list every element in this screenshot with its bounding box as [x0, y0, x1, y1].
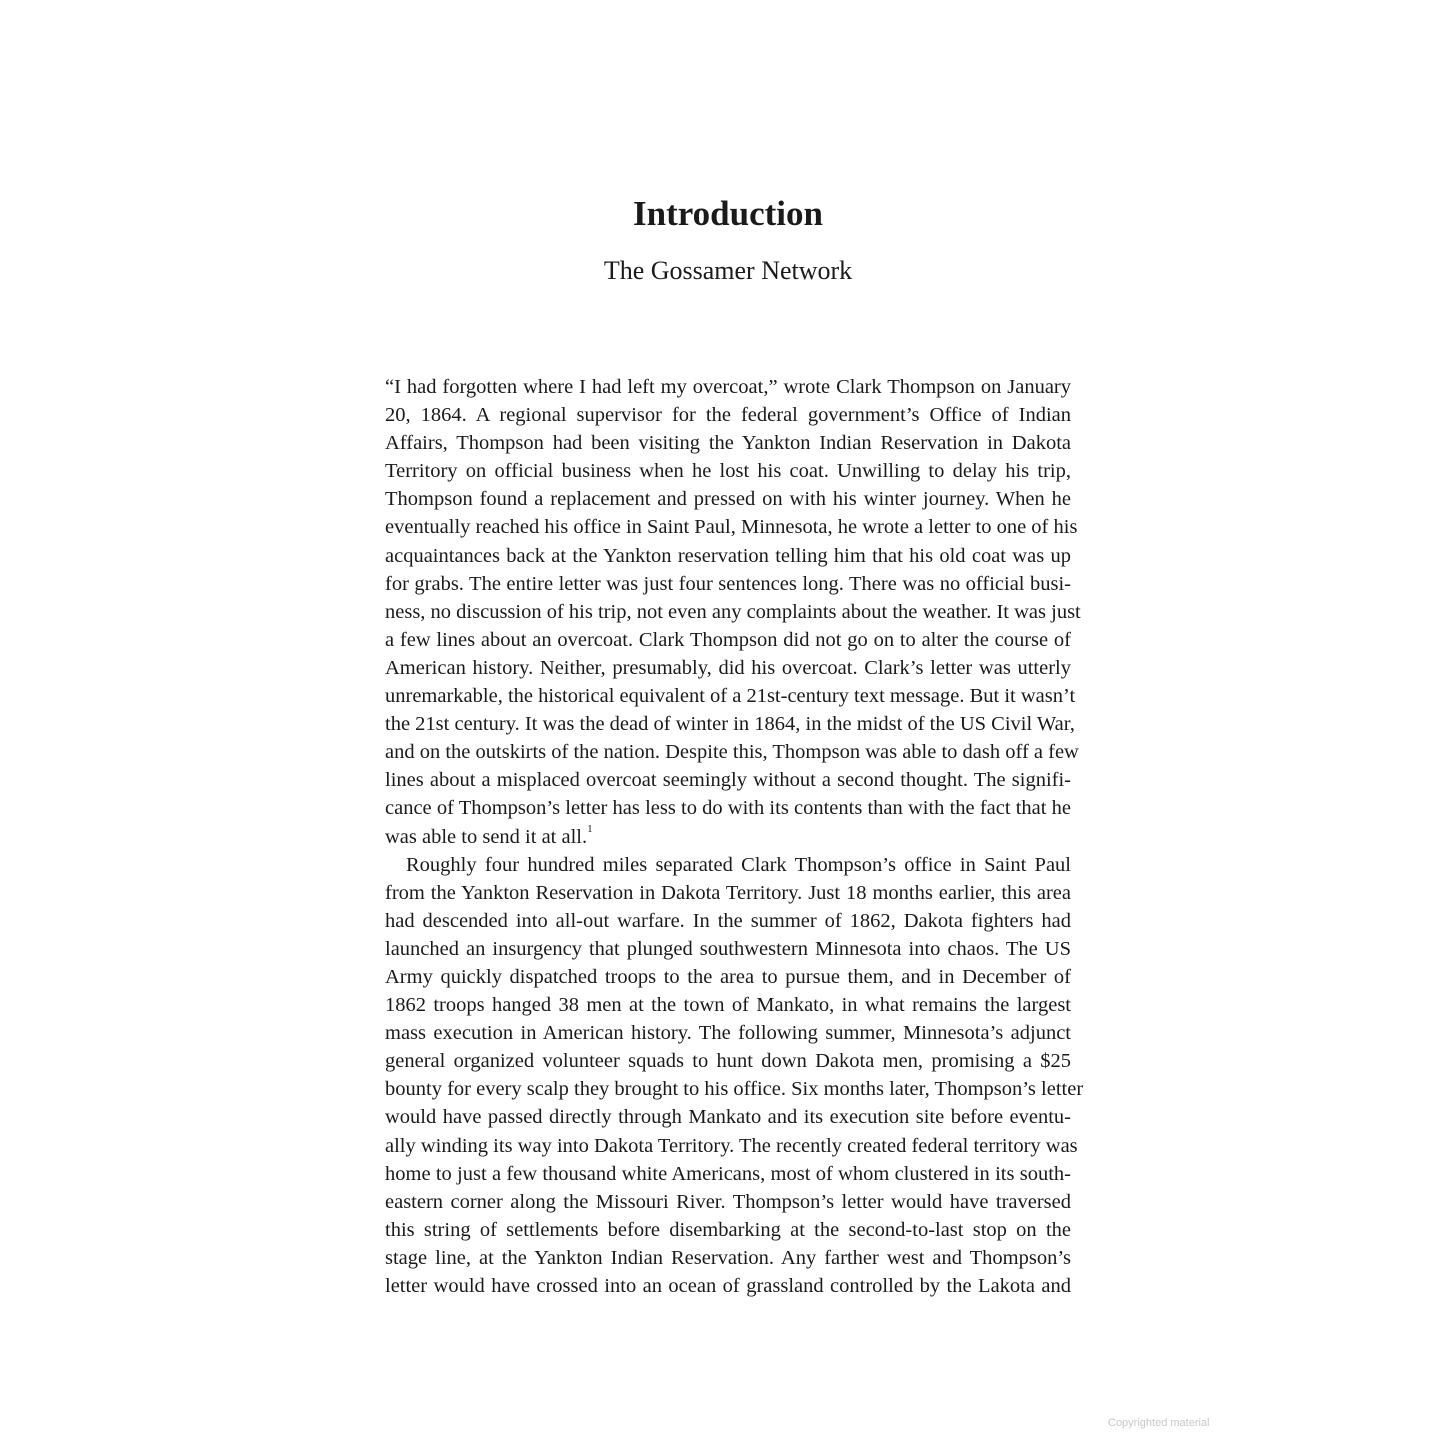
- text-line: Territory on official business when he lost his coat. Unwilling to delay his trip,: [385, 460, 1071, 483]
- text-line: mass execution in American history. The following summer, Minnesota’s adjunct: [385, 1022, 1071, 1045]
- text-line: Thompson found a replacement and pressed on with his winter journey. When he: [385, 488, 1071, 511]
- text-line: the 21st century. It was the dead of winter in 1864, in the midst of the US Civil War,: [385, 713, 1075, 736]
- text-line: ally winding its way into Dakota Territory. The recently created federal territory was: [385, 1134, 1078, 1157]
- text-line-content: was able to send it at all.: [385, 825, 588, 848]
- text-line: stage line, at the Yankton Indian Reservation. Any farther west and Thompson’s: [385, 1246, 1071, 1269]
- text-line: this string of settlements before disembarking at the second-to-last stop on the: [385, 1218, 1071, 1241]
- text-line: cance of Thompson’s letter has less to do with its contents than with the fact that he: [385, 797, 1071, 820]
- text-line: acquaintances back at the Yankton reservation telling him that his old coat was up: [385, 544, 1071, 567]
- text-line: had descended into all-out warfare. In the summer of 1862, Dakota fighters had: [385, 909, 1071, 932]
- text-line: from the Yankton Reservation in Dakota Territory. Just 18 months earlier, this area: [385, 881, 1071, 904]
- chapter-title: Introduction: [633, 194, 823, 233]
- text-line: lines about a misplaced overcoat seemingly without a second thought. The signifi-: [385, 769, 1071, 792]
- text-line: a few lines about an overcoat. Clark Thompson did not go on to alter the course of: [385, 628, 1071, 651]
- text-line: eventually reached his office in Saint Paul, Minnesota, he wrote a letter to one of his: [385, 516, 1078, 539]
- text-line: Army quickly dispatched troops to the area to pursue them, and in December of: [385, 965, 1071, 988]
- text-line: home to just a few thousand white Americans, most of whom clustered in its south-: [385, 1162, 1071, 1185]
- text-line: 20, 1864. A regional supervisor for the federal government’s Office of Indian: [385, 404, 1071, 427]
- paragraph-2: [385, 851, 1084, 1301]
- copyright-watermark: Copyrighted material: [1108, 1417, 1210, 1429]
- text-line: general organized volunteer squads to hunt down Dakota men, promising a $25: [385, 1050, 1071, 1073]
- text-line: Roughly four hundred miles separated Clark Thompson’s office in Saint Paul: [406, 853, 1071, 876]
- body-text: [385, 373, 1084, 1300]
- text-line: launched an insurgency that plunged southwestern Minnesota into chaos. The US: [385, 937, 1071, 960]
- text-line: Affairs, Thompson had been visiting the Yankton Indian Reservation in Dakota: [385, 432, 1071, 455]
- text-line: 1862 troops hanged 38 men at the town of Mankato, in what remains the largest: [385, 994, 1071, 1017]
- text-line: letter would have crossed into an ocean of grassland controlled by the Lakota and: [385, 1275, 1071, 1297]
- text-line: [385, 823, 1071, 851]
- paragraph-1: [385, 373, 1081, 851]
- text-line: bounty for every scalp they brought to his office. Six months later, Thompson’s letter: [385, 1078, 1084, 1101]
- chapter-subtitle: The Gossamer Network: [603, 256, 853, 285]
- text-line: ness, no discussion of his trip, not even any complaints about the weather. It was just: [385, 600, 1081, 623]
- text-line: and on the outskirts of the nation. Despite this, Thompson was able to dash off a few: [385, 741, 1079, 764]
- text-line: would have passed directly through Mankato and its execution site before eventu-: [385, 1106, 1071, 1129]
- text-line: eastern corner along the Missouri River. Thompson’s letter would have traversed: [385, 1190, 1071, 1213]
- text-line: American history. Neither, presumably, did his overcoat. Clark’s letter was utterly: [385, 656, 1071, 679]
- text-line: for grabs. The entire letter was just four sentences long. There was no official busi-: [385, 572, 1071, 595]
- text-line: unremarkable, the historical equivalent of a 21st-century text message. But it wasn’t: [385, 685, 1076, 708]
- footnote-marker[interactable]: 1: [587, 822, 593, 835]
- text-line: “I had forgotten where I had left my overcoat,” wrote Clark Thompson on January: [385, 376, 1071, 398]
